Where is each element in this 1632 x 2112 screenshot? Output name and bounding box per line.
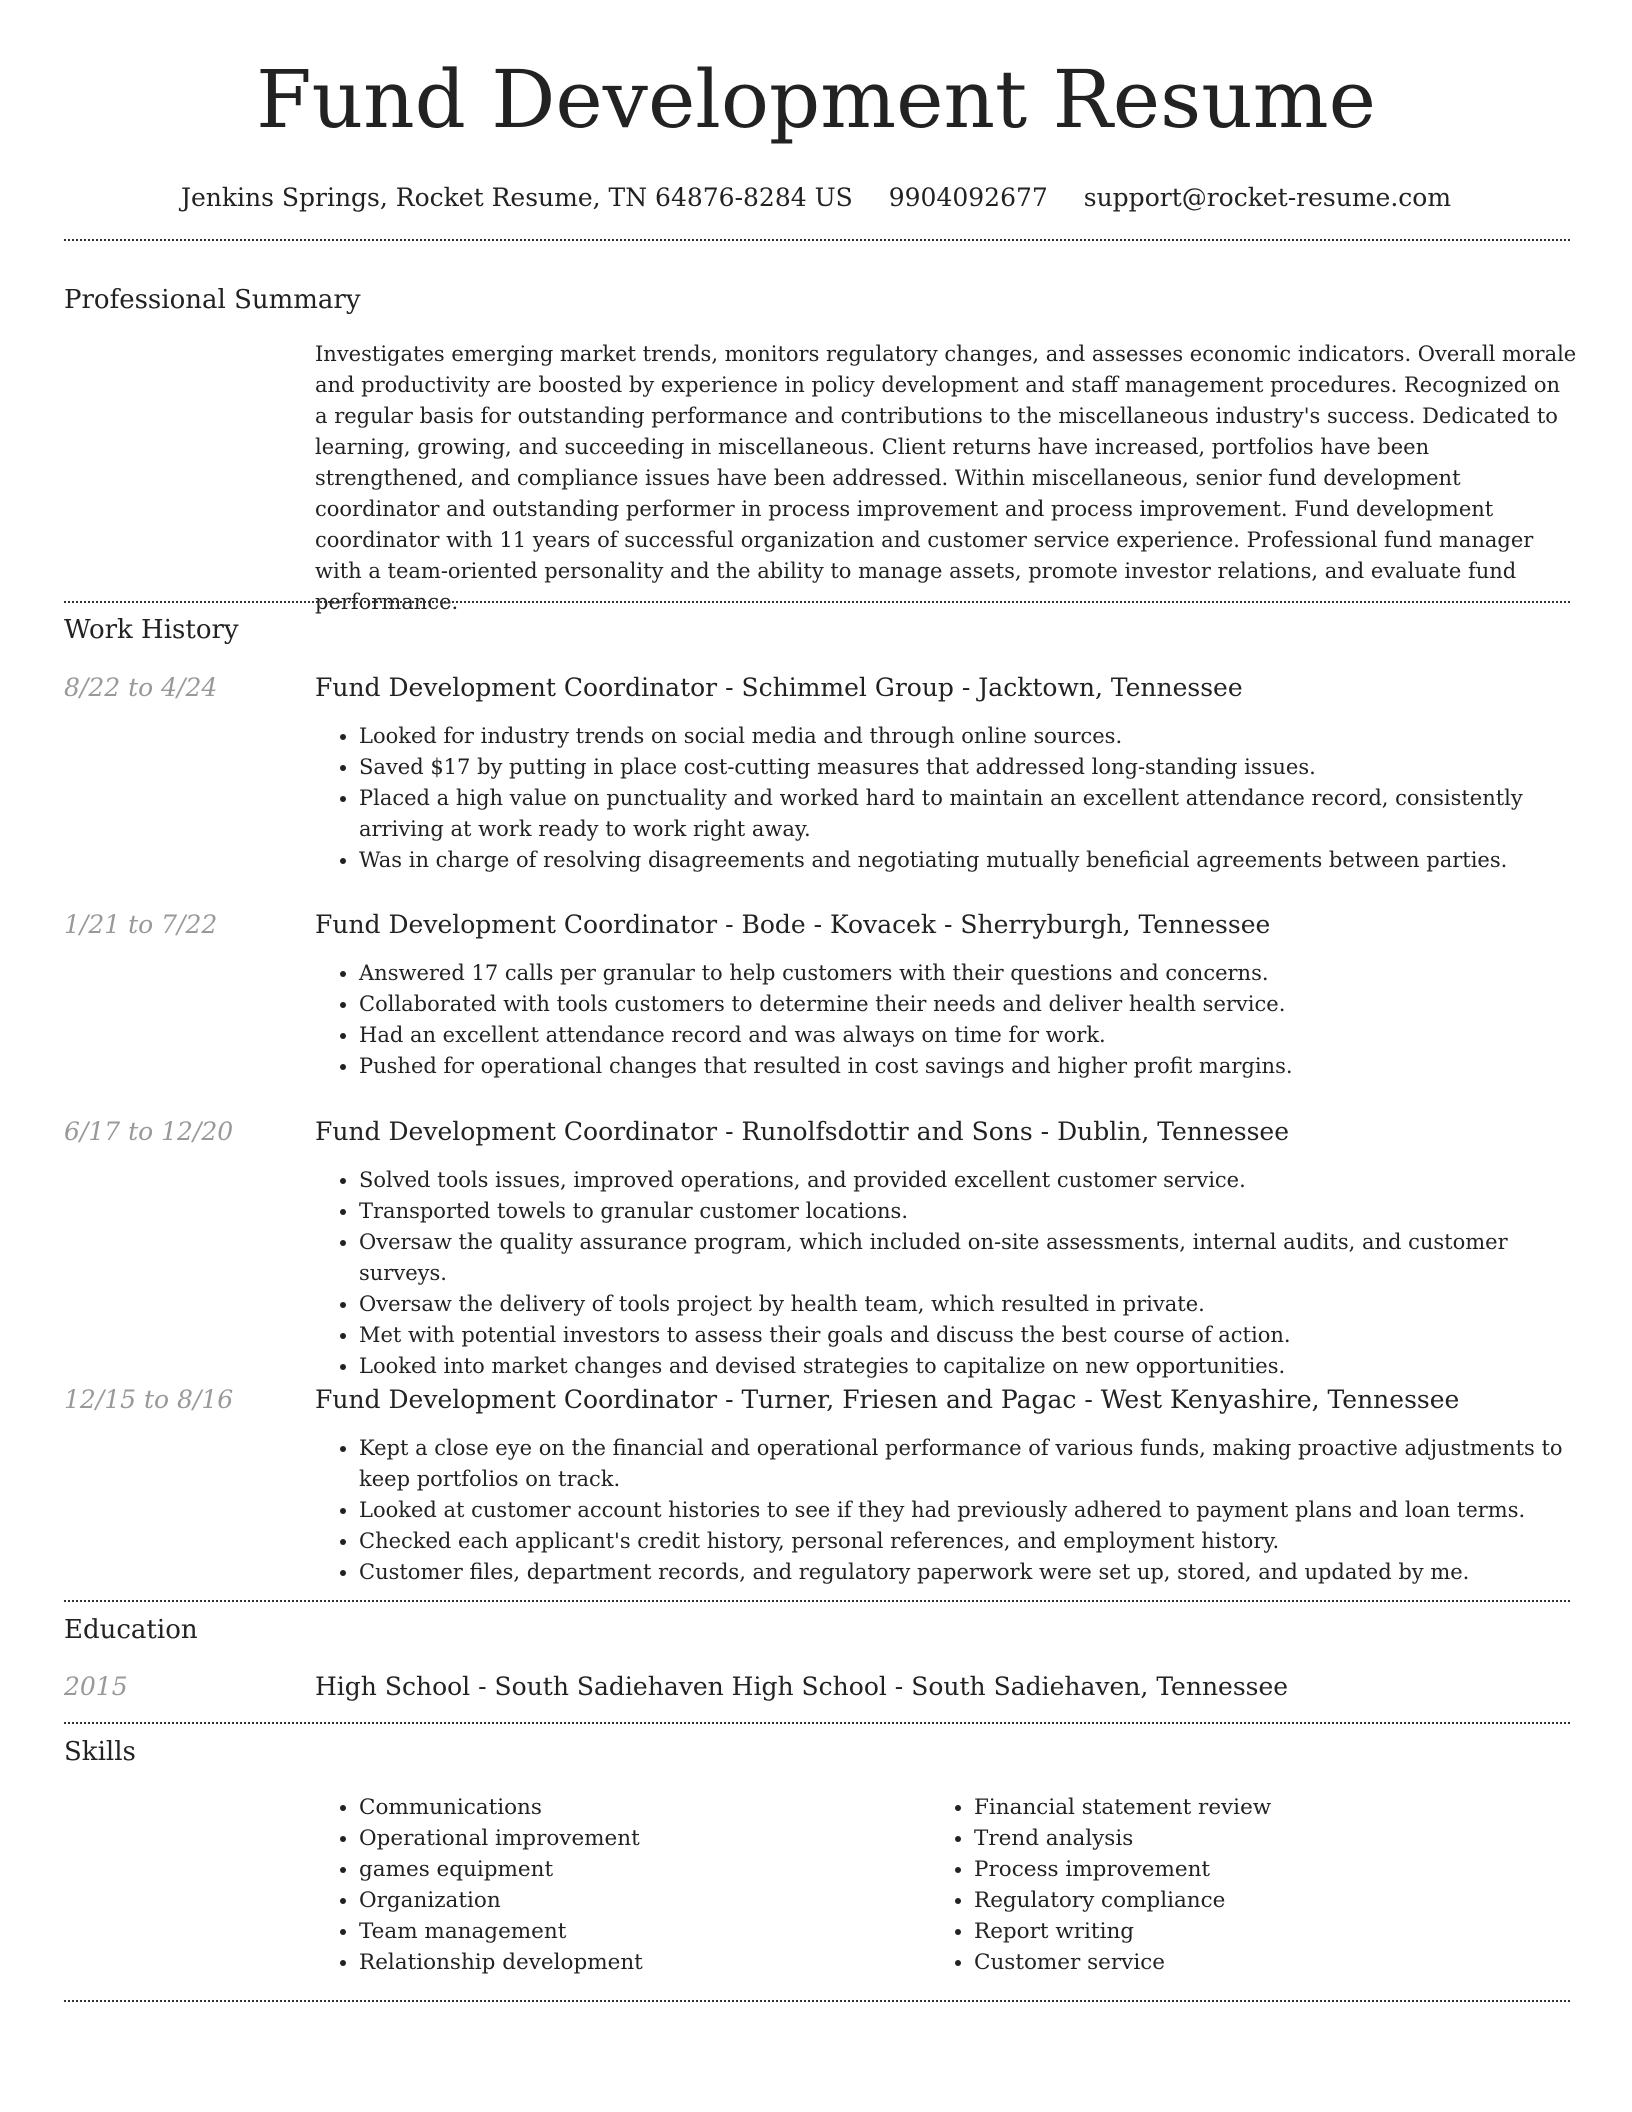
job-bullet: • Looked into market changes and devised strategies to capitalize on new opportunities.: [359, 1351, 1577, 1382]
summary-text: Investigates emerging market trends, monitors regulatory changes, and assesses economic indicators. Overall morale and productivity are boosted by experience in policy development and staff management procedures. Recognized on a regular basis for outstanding performance and contributions to the miscellaneous industry's success. Dedicated to learning, growing, and succeeding in miscellaneous. Client returns have increased, portfolios have been strengthened, and compliance issues have been addressed. Within miscellaneous, senior fund development coordinator and outstanding performer in process improvement and process improvement. Fund development coordinator with 11 years of successful organization and customer service experience. Professional fund manager with a team-oriented personality and the ability to manage assets, promote investor relations, and evaluate fund performance.: [315, 342, 1577, 614]
job-dates: 1/21 to 7/22: [64, 910, 218, 939]
education-heading: Education: [64, 1615, 198, 1645]
job-bullet: • Placed a high value on punctuality and worked hard to maintain an excellent attendance record, consistently arriving at work ready to work right away.: [359, 783, 1577, 845]
section-divider: [64, 239, 1570, 241]
skills-heading: Skills: [64, 1737, 136, 1767]
skill-item: • Process improvement: [974, 1854, 1530, 1885]
section-divider: [64, 1722, 1570, 1724]
contact-phone: 9904092677: [888, 183, 1048, 212]
job-bullet: • Collaborated with tools customers to determine their needs and deliver health service.: [359, 989, 1577, 1020]
skill-item: • Team management: [359, 1916, 915, 1947]
job-bullets: [315, 721, 1577, 876]
skill-item: • Report writing: [974, 1916, 1530, 1947]
skill-item: • Communications: [359, 1792, 915, 1823]
section-divider: [64, 601, 1570, 603]
skills-list-right: [930, 1792, 1530, 1978]
job-bullet: • Was in charge of resolving disagreements and negotiating mutually beneficial agreements between parties.: [359, 845, 1577, 876]
skills-list-left: [315, 1792, 915, 1978]
section-divider: [64, 1600, 1570, 1602]
job-bullet: • Met with potential investors to assess their goals and discuss the best course of action.: [359, 1320, 1577, 1351]
job-dates: 6/17 to 12/20: [64, 1117, 234, 1146]
contact-email: support@rocket-resume.com: [1083, 183, 1452, 212]
job-dates: 12/15 to 8/16: [64, 1385, 234, 1414]
job-title: Fund Development Coordinator - Bode - Kovacek - Sherryburgh, Tennessee: [315, 910, 1271, 939]
job-bullet: • Solved tools issues, improved operations, and provided excellent customer service.: [359, 1165, 1577, 1196]
job-bullet: • Had an excellent attendance record and was always on time for work.: [359, 1020, 1577, 1051]
job-bullet: • Checked each applicant's credit history, personal references, and employment history.: [359, 1526, 1577, 1557]
job-title: Fund Development Coordinator - Runolfsdottir and Sons - Dublin, Tennessee: [315, 1117, 1289, 1146]
skill-item: • Organization: [359, 1885, 915, 1916]
summary-heading: Professional Summary: [64, 285, 361, 315]
job-bullet: • Customer files, department records, and regulatory paperwork were set up, stored, and updated by me.: [359, 1557, 1577, 1588]
job-bullet: • Kept a close eye on the financial and operational performance of various funds, making proactive adjustments to keep portfolios on track.: [359, 1433, 1577, 1495]
job-bullet: • Pushed for operational changes that resulted in cost savings and higher profit margins.: [359, 1051, 1577, 1082]
job-bullet: • Answered 17 calls per granular to help customers with their questions and concerns.: [359, 958, 1577, 989]
skill-item: • Customer service: [974, 1947, 1530, 1978]
job-bullets: [315, 1165, 1577, 1382]
job-bullet: • Looked at customer account histories to see if they had previously adhered to payment plans and loan terms.: [359, 1495, 1577, 1526]
section-divider: [64, 2000, 1570, 2002]
skill-item: • Regulatory compliance: [974, 1885, 1530, 1916]
job-title: Fund Development Coordinator - Turner, Friesen and Pagac - West Kenyashire, Tennessee: [315, 1385, 1460, 1414]
skill-item: • Financial statement review: [974, 1792, 1530, 1823]
job-bullet: • Saved $17 by putting in place cost-cutting measures that addressed long-standing issues.: [359, 752, 1577, 783]
education-entry: High School - South Sadiehaven High School - South Sadiehaven, Tennessee: [315, 1672, 1289, 1701]
skill-item: • games equipment: [359, 1854, 915, 1885]
skill-item: • Operational improvement: [359, 1823, 915, 1854]
skill-item: • Relationship development: [359, 1947, 915, 1978]
resume-title: Fund Development Resume: [256, 53, 1376, 146]
job-title: Fund Development Coordinator - Schimmel Group - Jacktown, Tennessee: [315, 673, 1243, 702]
skill-item: • Trend analysis: [974, 1823, 1530, 1854]
job-dates: 8/22 to 4/24: [64, 673, 218, 702]
job-bullet: • Oversaw the delivery of tools project by health team, which resulted in private.: [359, 1289, 1577, 1320]
job-bullets: [315, 1433, 1577, 1588]
contact-line: [0, 182, 1632, 214]
contact-address: Jenkins Springs, Rocket Resume, TN 64876-8284 US: [180, 183, 853, 212]
job-bullet: • Transported towels to granular customer locations.: [359, 1196, 1577, 1227]
education-year: 2015: [64, 1672, 128, 1701]
job-bullets: [315, 958, 1577, 1082]
job-bullet: • Looked for industry trends on social media and through online sources.: [359, 721, 1577, 752]
job-bullet: • Oversaw the quality assurance program, which included on-site assessments, internal audits, and customer surveys.: [359, 1227, 1577, 1289]
work-history-heading: Work History: [64, 615, 239, 645]
